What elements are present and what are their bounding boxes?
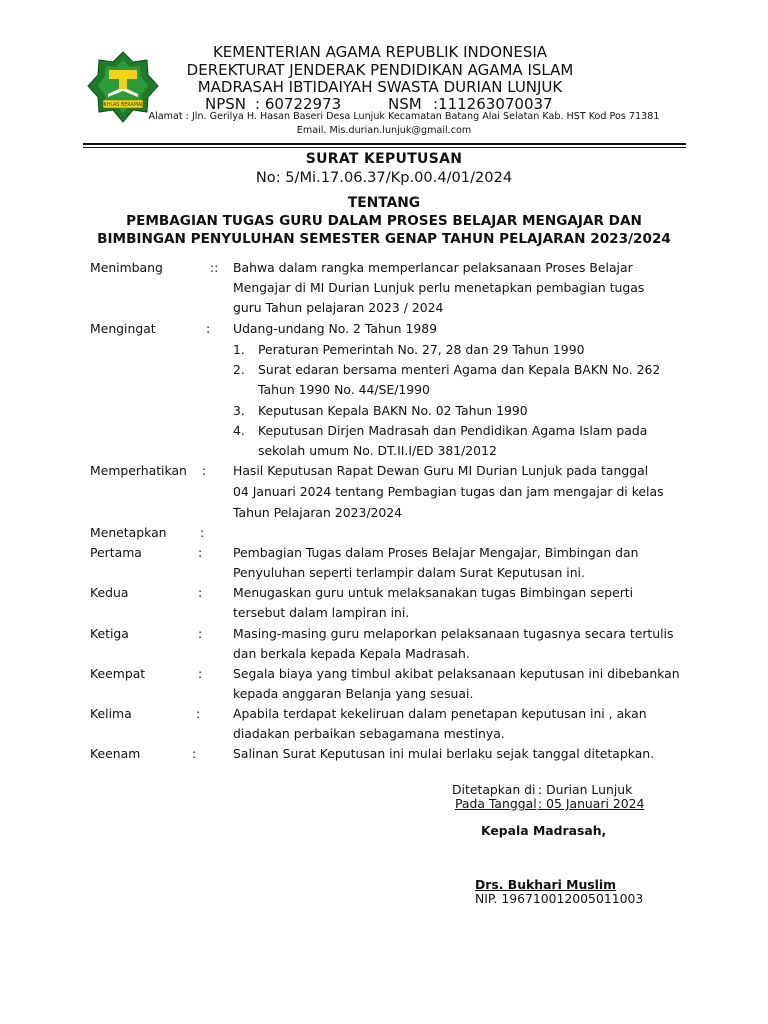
nsm-label: NSM [388, 95, 422, 113]
memperhatikan-colon: : [202, 463, 207, 478]
keempat-colon: : [198, 666, 203, 681]
decree-title: SURAT KEPUTUSAN [305, 151, 463, 167]
mengingat-colon: : [206, 321, 211, 336]
pertama-line: Penyuluhan seperti terlampir dalam Surat Keputusan ini. [233, 565, 585, 580]
memperhatikan-label: Memperhatikan [90, 463, 187, 478]
directorate-name: DEREKTURAT JENDERAK PENDIDIKAN AGAMA ISLAM [186, 61, 574, 79]
signatory-name: Drs. Bukhari Muslim [475, 877, 617, 892]
keempat-line: kepada anggaran Belanja yang sesuai. [233, 686, 474, 701]
ketiga-label: Ketiga [90, 626, 129, 641]
signature-position: Kepala Madrasah, [481, 823, 607, 838]
mengingat-item-text: Keputusan Kepala BAKN No. 02 Tahun 1990 [258, 403, 528, 418]
pertama-line: Pembagian Tugas dalam Proses Belajar Mengajar, Bimbingan dan [233, 545, 639, 560]
kelima-line: diadakan perbaikan sebagamana mestinya. [233, 726, 505, 741]
signature-date-label: Pada Tanggal [455, 796, 537, 811]
keenam-colon: : [192, 746, 197, 761]
menimbang-line: Bahwa dalam rangka memperlancar pelaksanaan Proses Belajar [233, 260, 633, 275]
memperhatikan-line: 04 Januari 2024 tentang Pembagian tugas dan jam mengajar di kelas [233, 484, 664, 499]
mengingat-item-number: 1. [233, 342, 245, 357]
mengingat-intro: Udang-undang No. 2 Tahun 1989 [233, 321, 438, 336]
signature-place-label: Ditetapkan di [452, 782, 536, 797]
school-email: Email. Mis.durian.lunjuk@gmail.com [296, 125, 472, 136]
mengingat-item-text: Surat edaran bersama menteri Agama dan Kepala BAKN No. 262 [258, 362, 661, 377]
kedua-line: tersebut dalam lampiran ini. [233, 605, 410, 620]
kedua-line: Menugaskan guru untuk melaksanakan tugas Bimbingan seperti [233, 585, 634, 600]
kedua-label: Kedua [90, 585, 129, 600]
mengingat-label: Mengingat [90, 321, 156, 336]
signature-date-value: : 05 Januari 2024 [538, 796, 645, 811]
letterhead-rule [83, 143, 686, 145]
mengingat-item-text: Tahun 1990 No. 44/SE/1990 [258, 382, 430, 397]
ministry-name: KEMENTERIAN AGAMA REPUBLIK INDONESIA [212, 43, 548, 61]
mengingat-item-number: 2. [233, 362, 245, 377]
menetapkan-label: Menetapkan [90, 525, 167, 540]
kelima-colon: : [196, 706, 201, 721]
pertama-colon: : [198, 545, 203, 560]
menimbang-label: Menimbang [90, 260, 163, 275]
menimbang-colon: :: [210, 260, 219, 275]
menetapkan-colon: : [200, 525, 205, 540]
mengingat-item-text: sekolah umum No. DT.II.I/ED 381/2012 [258, 443, 497, 458]
ketiga-line: Masing-masing guru melaporkan pelaksanaan tugasnya secara tertulis [233, 626, 674, 641]
keenam-line: Salinan Surat Keputusan ini mulai berlaku sejak tanggal ditetapkan. [233, 746, 655, 761]
memperhatikan-line: Hasil Keputusan Rapat Dewan Guru MI Durian Lunjuk pada tanggal [233, 463, 649, 478]
school-name: MADRASAH IBTIDAIYAH SWASTA DURIAN LUNJUK [197, 78, 563, 96]
npsn-value: : 60722973 [255, 95, 342, 113]
memperhatikan-line: Tahun Pelajaran 2023/2024 [233, 505, 403, 520]
keenam-label: Keenam [90, 746, 141, 761]
mengingat-item-text: Keputusan Dirjen Madrasah dan Pendidikan Agama Islam pada [258, 423, 648, 438]
decree-subject-line-1: PEMBAGIAN TUGAS GURU DALAM PROSES BELAJAR MENGAJAR DAN [126, 213, 642, 229]
mengingat-item-number: 4. [233, 423, 245, 438]
decree-subject-line-2: BIMBINGAN PENYULUHAN SEMESTER GENAP TAHUN PELAJARAN 2023/2024 [97, 231, 671, 247]
keempat-label: Keempat [90, 666, 146, 681]
mengingat-item-number: 3. [233, 403, 245, 418]
ketiga-colon: : [198, 626, 203, 641]
decree-tentang: TENTANG [347, 195, 421, 211]
signature-place-value: : Durian Lunjuk [538, 782, 633, 797]
svg-text:IKHLAS BERAMAL: IKHLAS BERAMAL [102, 103, 144, 109]
npsn-label: NPSN [205, 95, 247, 113]
nsm-value: :111263070037 [433, 95, 553, 113]
decree-number: No: 5/Mi.17.06.37/Kp.00.4/01/2024 [255, 169, 513, 186]
mengingat-item-text: Peraturan Pemerintah No. 27, 28 dan 29 Tahun 1990 [258, 342, 585, 357]
menimbang-line: guru Tahun pelajaran 2023 / 2024 [233, 300, 444, 315]
letterhead-rule-thin [83, 147, 686, 148]
school-address: Alamat : Jln. Gerilya H. Hasan Baseri Desa Lunjuk Kecamatan Batang Alai Selatan Kab. HST Kod Pos 71381 [148, 111, 660, 122]
menimbang-line: Mengajar di MI Durian Lunjuk perlu menetapkan pembagian tugas [233, 280, 645, 295]
kelima-label: Kelima [90, 706, 132, 721]
kelima-line: Apabila terdapat kekeliruan dalam penetapan keputusan ini , akan [233, 706, 647, 721]
kedua-colon: : [198, 585, 203, 600]
signatory-nip: NIP. 196710012005011003 [475, 891, 644, 906]
ketiga-line: dan berkala kepada Kepala Madrasah. [233, 646, 470, 661]
keempat-line: Segala biaya yang timbul akibat pelaksanaan keputusan ini dibebankan [233, 666, 680, 681]
pertama-label: Pertama [90, 545, 142, 560]
